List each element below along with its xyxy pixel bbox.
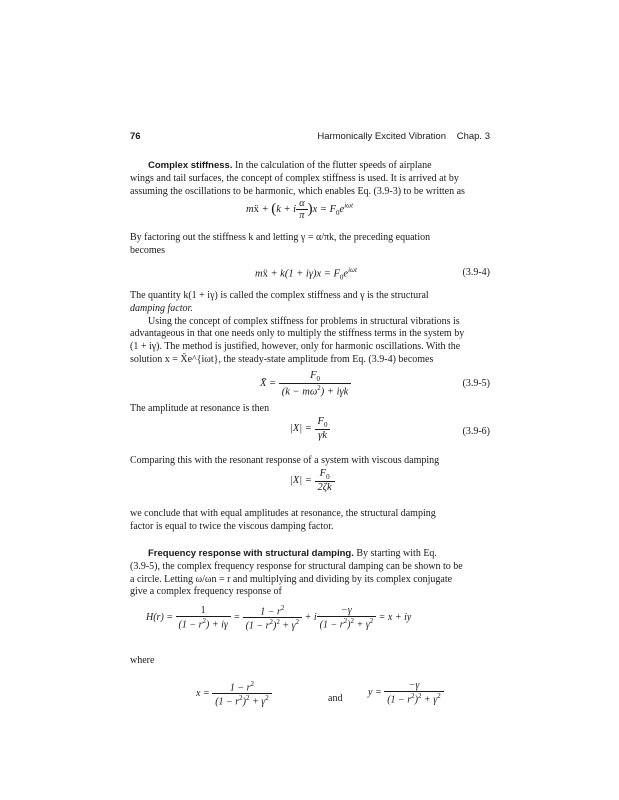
running-title: Harmonically Excited Vibration bbox=[317, 131, 446, 142]
text-line: Comparing this with the resonant response of a system with viscous damping bbox=[130, 455, 440, 466]
text-line: (1 + iγ). The method is justified, however, only for harmonic oscillations. With the bbox=[130, 341, 461, 353]
text-line: where bbox=[130, 655, 155, 666]
section-heading-frequency-response: Frequency response with structural damping. bbox=[148, 548, 354, 559]
text-line: The amplitude at resonance is then bbox=[130, 403, 270, 414]
paragraph-frequency-response bbox=[130, 548, 490, 599]
equation-3-9-4: mẍ + $k(1 + i\gamma)x = F_0e^{i\omega t}$ bbox=[255, 266, 357, 282]
paragraph-where bbox=[130, 655, 490, 668]
equation-number-3-9-5: (3.9-5) bbox=[462, 378, 490, 389]
paragraph-complex-stiffness bbox=[130, 160, 490, 198]
text-line: (3.9-5), the complex frequency response for structural damping can be shown to be bbox=[130, 560, 463, 572]
equation-number-3-9-6: (3.9-6) bbox=[462, 426, 490, 437]
paragraph-conclusion bbox=[130, 508, 490, 534]
text-line: give a complex frequency response of bbox=[130, 586, 282, 598]
text-line: By starting with Eq. bbox=[356, 548, 437, 559]
text-line: solution x = X̄e^{iωt}, the steady-state amplitude from Eq. (3.9-4) becomes bbox=[130, 353, 434, 365]
equation-x-definition: x = $\frac{1 - r^2}{(1 - r^2)^2 + \gamma^2}$ bbox=[196, 680, 272, 708]
running-header bbox=[130, 131, 490, 145]
equation-3-9-5: X̄ = $\frac{F_0}{(k - m\omega^2) + i\gamma k}$ bbox=[260, 370, 351, 398]
text-line: wings and tail surfaces, the concept of complex stiffness is used. It is arrived at by bbox=[130, 172, 459, 184]
equation-number-3-9-4: (3.9-4) bbox=[462, 267, 490, 278]
word-and: and bbox=[328, 693, 343, 704]
text-line: Using the concept of complex stiffness for problems in structural vibrations is bbox=[148, 315, 460, 327]
text-line: advantageous in that one needs only to multiply the stiffness terms in the system by bbox=[130, 328, 465, 340]
chapter-label: Chap. 3 bbox=[456, 131, 490, 142]
section-heading-complex-stiffness: Complex stiffness. bbox=[148, 160, 233, 171]
text-line: The quantity k(1 + iγ) is called the complex stiffness and γ is the structural bbox=[130, 290, 429, 301]
paragraph-comparing bbox=[130, 455, 490, 468]
paragraph-factoring bbox=[130, 232, 490, 258]
text-line: By factoring out the stiffness k and letting γ = α/πk, the preceding equation bbox=[130, 232, 431, 243]
text-line: a circle. Letting ω/ωn = r and multiplying and dividing by its complex conjugate bbox=[130, 573, 453, 585]
text-line: damping factor. bbox=[130, 302, 193, 314]
text-line: assuming the oscillations to be harmonic, which enables Eq. (3.9-3) to be written as bbox=[130, 185, 465, 197]
paragraph-quantity bbox=[130, 290, 490, 367]
equation-frequency-response: H(r) = $\frac{1}{(1 - r^2) + i\gamma}$ = $\frac{1 - r^2}{(1 - r^2)^2 + \gamma^2}$ + i $\frac{-\gamma}{(1 - r^2)^2 + \gamma^2}$ = x + iy bbox=[146, 604, 412, 632]
equation-viscous-resonance: |X| = $\frac{F_0}{2\zeta k}$ bbox=[290, 468, 335, 493]
page-number: 76 bbox=[130, 131, 141, 142]
text-line: factor is equal to twice the viscous damping factor. bbox=[130, 520, 334, 532]
equation-complex-stiffness: mẍ + (k + i $\frac{\alpha}{\pi}$ )$x = F_0e^{i\omega t}$ bbox=[246, 198, 354, 221]
equation-3-9-6: |X| = $\frac{F_0}{\gamma k}$ bbox=[290, 416, 330, 441]
text-line: becomes bbox=[130, 244, 165, 256]
text-line: In the calculation of the flutter speeds of airplane bbox=[234, 160, 432, 171]
paragraph-amplitude bbox=[130, 403, 490, 416]
text-line: we conclude that with equal amplitudes at resonance, the structural damping bbox=[130, 508, 436, 519]
equation-y-definition: y = $\frac{-\gamma}{(1 - r^2)^2 + \gamma^2}$ bbox=[368, 680, 444, 705]
